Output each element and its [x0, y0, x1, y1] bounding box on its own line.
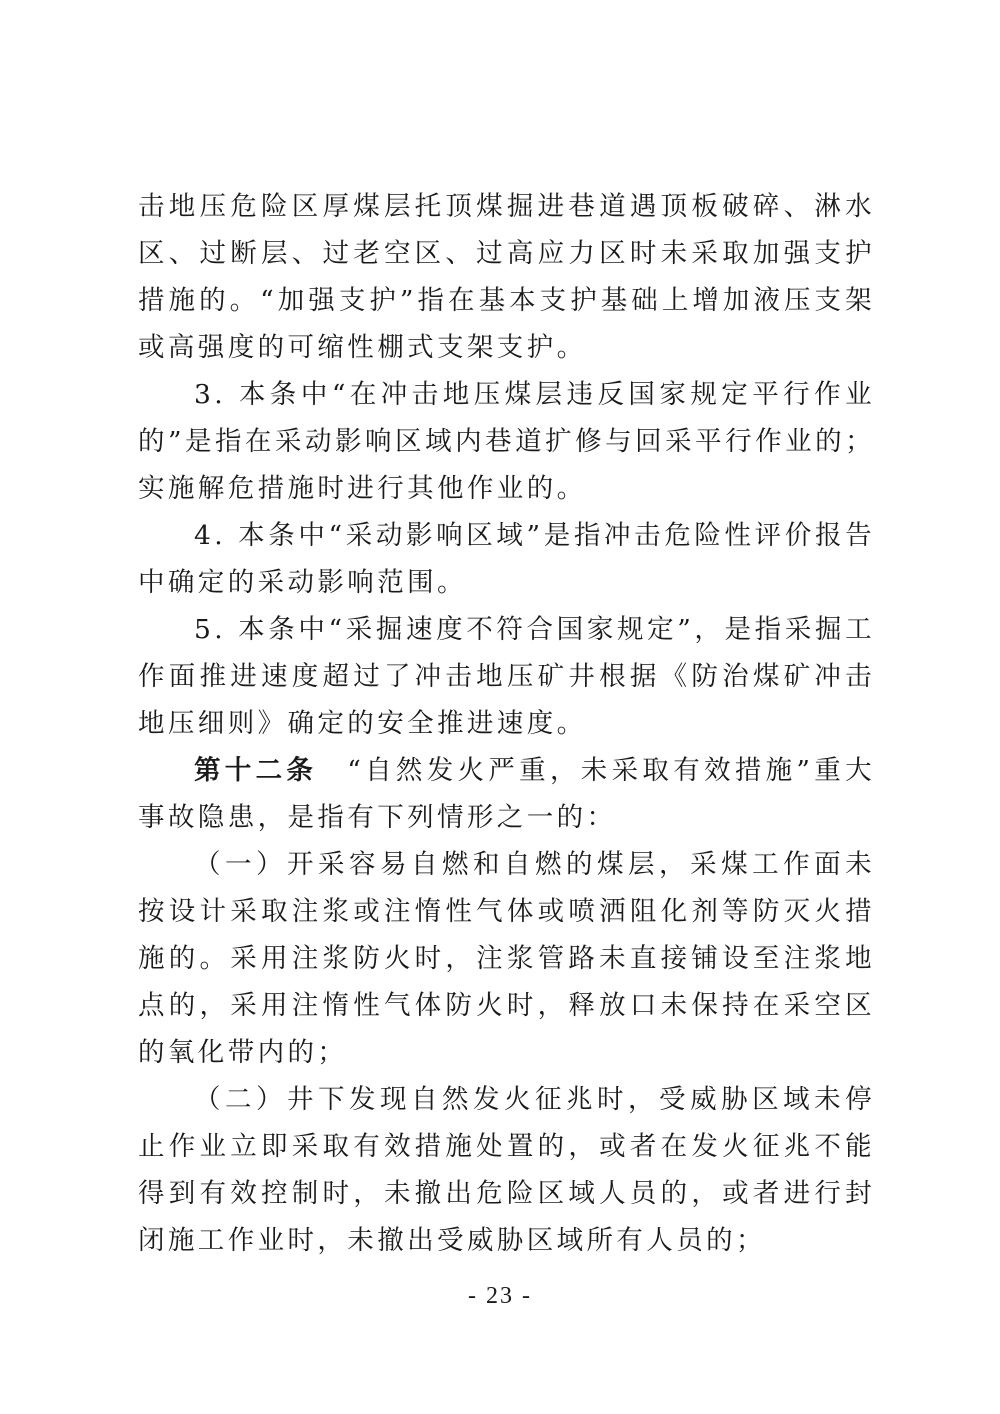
paragraph-item-3: 3. 本条中“在冲击地压煤层违反国家规定平行作业的”是指在采动影响区域内巷道扩修与回采平行作业的；实施解危措施时进行其他作业的。 [138, 379, 875, 504]
paragraph-clause-2: （二）井下发现自然发火征兆时，受威胁区域未停止作业立即采取有效措施处置的，或者在发火征兆不能得到有效控制时，未撤出危险区域人员的，或者进行封闭施工作业时，未撤出受威胁区域所有人员的； [138, 1084, 875, 1256]
paragraph-item-4: 4. 本条中“采动影响区域”是指冲击危险性评价报告中确定的采动影响范围。 [138, 520, 875, 598]
article-12-text: “自然发火严重，未采取有效措施”重大事故隐患，是指有下列情形之一的： [138, 755, 876, 833]
article-12-paragraph [138, 747, 875, 841]
page-number: - 23 - [468, 1283, 532, 1309]
paragraph-continuation: 击地压危险区厚煤层托顶煤掘进巷道遇顶板破碎、淋水区、过断层、过老空区、过高应力区时未采取加强支护措施的。“加强支护”指在基本支护基础上增加液压支架或高强度的可缩性棚式支架支护。 [138, 191, 875, 363]
document-body [138, 183, 875, 1264]
paragraph-item-5: 5. 本条中“采掘速度不符合国家规定”，是指采掘工作面推进速度超过了冲击地压矿井根据《防治煤矿冲击地压细则》确定的安全推进速度。 [138, 614, 875, 739]
paragraph-clause-1: （一）开采容易自燃和自燃的煤层，采煤工作面未按设计采取注浆或注惰性气体或喷洒阻化剂等防灭火措施的。采用注浆防火时，注浆管路未直接铺设至注浆地点的，采用注惰性气体防火时，释放口未保持在采空区的氧化带内的； [138, 849, 875, 1068]
article-heading: 第十二条 [194, 755, 318, 786]
